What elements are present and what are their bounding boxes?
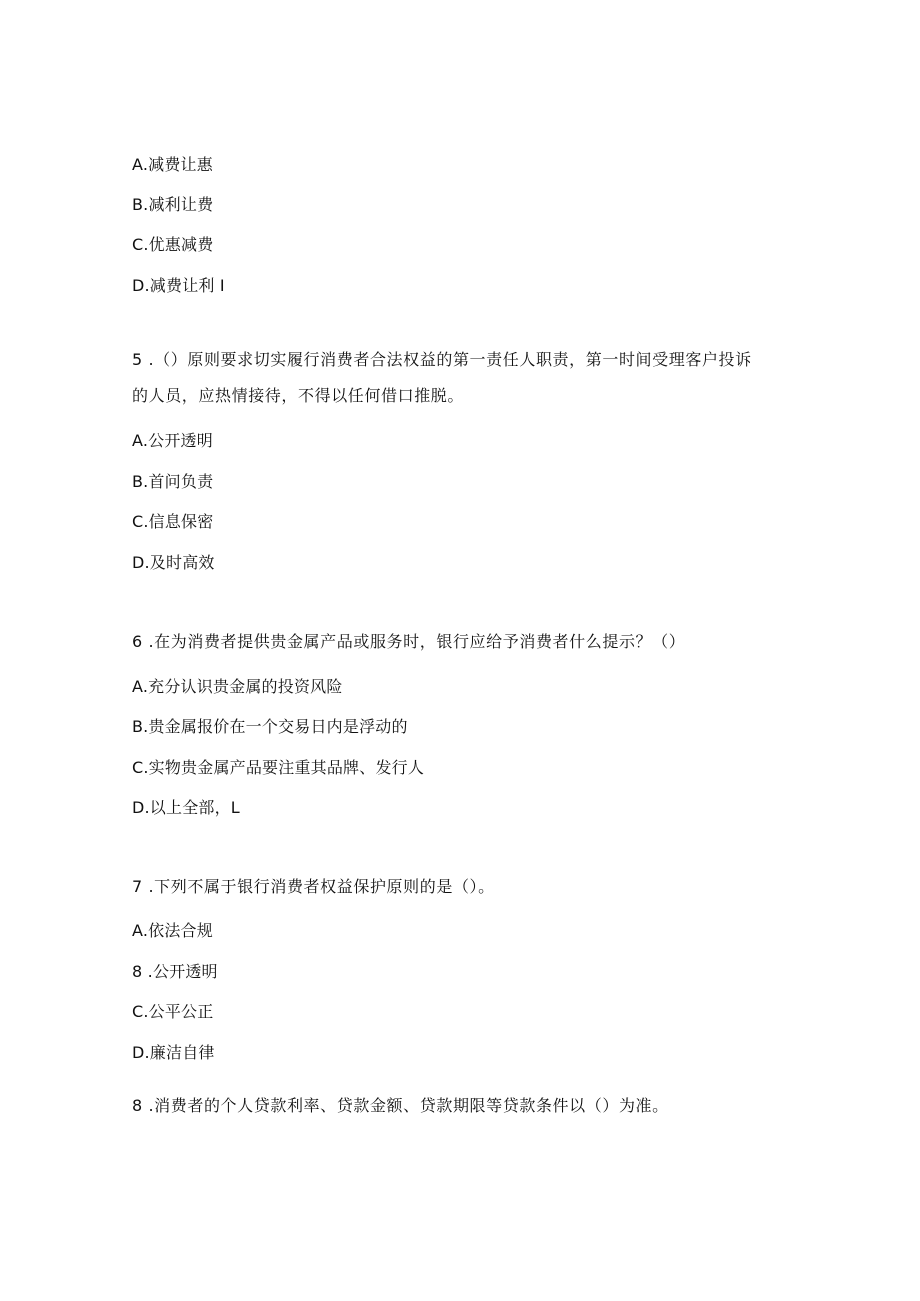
q5-option-d: D.及时高效: [132, 553, 215, 572]
q4-option-c: C.优惠减费: [132, 235, 214, 254]
q6-option-a: A.充分认识贵金属的投资风险: [132, 677, 343, 696]
q6-option-d: D.以上全部，L: [132, 798, 240, 817]
q4-option-b: B.减利让费: [132, 195, 214, 214]
q7-option-c: C.公平公正: [132, 1002, 214, 1021]
q5-option-a: A.公开透明: [132, 431, 213, 450]
q6-option-b: B.贵金属报价在一个交易日内是浮动的: [132, 717, 408, 736]
q4-option-a: A.减费让惠: [132, 155, 213, 174]
q7-option-d: D.廉洁自律: [132, 1043, 215, 1062]
q7-option-b: 8 .公开透明: [132, 962, 218, 981]
q8-stem: 8 .消费者的个人贷款利率、贷款金额、贷款期限等贷款条件以（）为准。: [132, 1096, 669, 1115]
q7-stem: 7 .下列不属于银行消费者权益保护原则的是（）。: [132, 877, 495, 896]
q6-stem: 6 .在为消费者提供贵金属产品或服务时，银行应给予消费者什么提示？（）: [132, 632, 686, 651]
q4-option-d: D.减费让利 I: [132, 276, 225, 295]
q5-option-c: C.信息保密: [132, 512, 214, 531]
q5-stem-line-2: 的人员，应热情接待，不得以任何借口推脱。: [132, 386, 465, 405]
q5-option-b: B.首问负责: [132, 472, 214, 491]
q5-stem-line-1: 5 .（）原则要求切实履行消费者合法权益的第一责任人职责，第一时间受理客户投诉: [132, 350, 752, 369]
q7-option-a: A.依法合规: [132, 921, 213, 940]
q6-option-c: C.实物贵金属产品要注重其品牌、发行人: [132, 758, 425, 777]
